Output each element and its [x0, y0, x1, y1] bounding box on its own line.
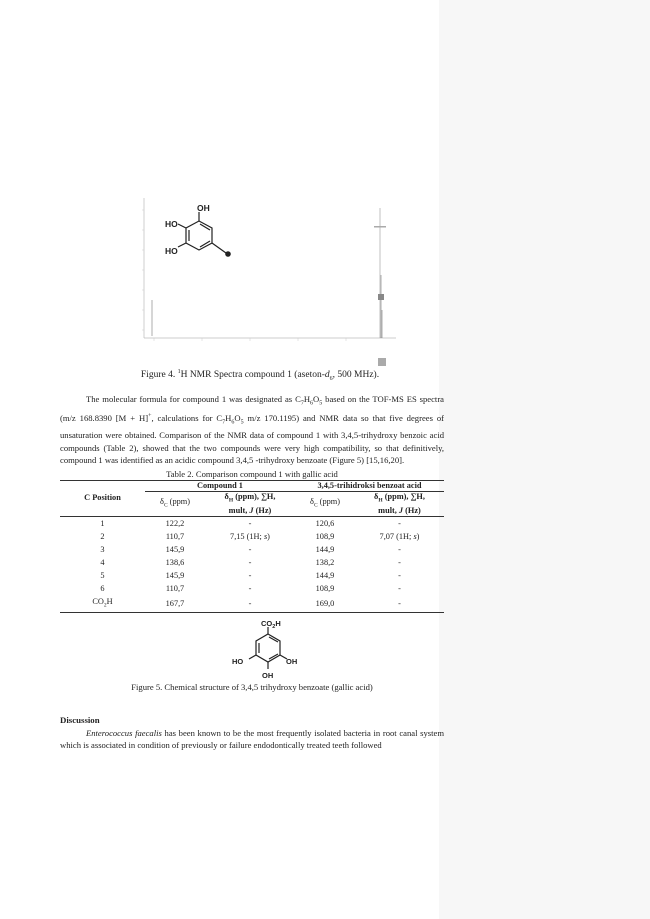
label-co2h: $CO_2H$ — [261, 619, 281, 630]
comparison-table — [60, 480, 444, 613]
cell-pos: 4 — [100, 557, 105, 567]
gallic-acid-structure — [228, 618, 308, 688]
th-gallic: 3,4,5-trihidroksi benzoat acid — [295, 481, 444, 492]
nmr-integration-labels — [378, 358, 386, 366]
cell-g-dc: 108,9 — [315, 583, 335, 593]
cell-c1-dh: - — [248, 518, 252, 528]
th-dc-compound1: $\delta_C$ (ppm) — [145, 492, 205, 517]
cell-g-dc: 169,0 — [295, 595, 355, 613]
cell-g-dc: 144,9 — [315, 570, 335, 580]
cell-pos: 2 — [100, 531, 105, 541]
discussion-heading: Discussion — [60, 715, 100, 725]
cell-g-dc: 120,6 — [315, 518, 335, 528]
cell-g-dc: 138,2 — [315, 557, 335, 567]
label-oh-bottom: OH — [262, 671, 274, 680]
cell-c1-dc: 122,2 — [165, 518, 185, 528]
cell-g-dh: - — [398, 570, 401, 580]
cell-g-dh: - — [398, 583, 401, 593]
cell-g-dh: 7,07 (1H; s) — [379, 531, 420, 541]
cell-g-dh: - — [398, 544, 401, 554]
cell-c1-dc: 110,7 — [165, 583, 185, 593]
cell-pos: 6 — [100, 583, 105, 593]
table-row — [60, 569, 444, 582]
cell-g-dh: - — [398, 518, 401, 528]
cell-g-dh: - — [398, 557, 401, 567]
cell-pos: 5 — [100, 570, 105, 580]
cell-c1-dc: 145,9 — [165, 544, 185, 554]
label-oh-right: OH — [286, 657, 298, 666]
cell-c1-dc: 138,6 — [165, 557, 185, 567]
table2-caption: Table 2. Comparison compound 1 with gallic acid — [166, 469, 338, 479]
table-row — [60, 530, 444, 543]
cell-c1-dh: - — [248, 583, 252, 593]
nmr-x-ticks — [154, 338, 346, 341]
highlight-proton-dot — [225, 251, 231, 257]
cell-g-dh: - — [355, 595, 444, 613]
results-paragraph: The molecular formula for compound 1 was designated as $C_7H_6O_5$ based on the TOF-MS ES spectra (m/z 168.8390 [M + H]+, calculations for $C_7H_6O_5$ m/z 170.1195) and NMR data so that five degrees of unsaturation were obtained. Comparison of the NMR data of compound 1 with 3,4,5-trihydroxy benzoic acid compounds (Table 2), showed that the two compounds were very high compatibility, so that definitively, compound 1 was identified as an acidic compound 3,4,5 -trihydroxy benzoate (Figure 5) [15,16,20]. — [60, 394, 444, 465]
th-dh-gallic: $\delta_H$ (ppm), ∑H, mult, J (Hz) — [355, 492, 444, 517]
cell-pos: 3 — [100, 544, 105, 554]
cell-g-dc: 144,9 — [315, 544, 335, 554]
table-row — [60, 582, 444, 595]
table-row — [60, 556, 444, 569]
nmr-label-top — [374, 226, 386, 228]
cell-c1-dh: - — [248, 544, 252, 554]
nmr-spectrum-figure — [134, 190, 402, 370]
benzene-ring — [256, 634, 280, 662]
cell-c1-dh: - — [248, 570, 252, 580]
table-row — [60, 516, 444, 530]
discussion-paragraph: Enterococcus faecalis has been known to be the most frequently isolated bacteria in root canal system which is associated in condition of previously or failure endodontically treated teeth followed — [60, 728, 444, 751]
cell-c1-dh: 7,15 (1H; s) — [230, 531, 270, 541]
label-ho-left: HO — [232, 657, 244, 666]
nmr-inset-structure — [178, 212, 226, 253]
cell-c1-dc: 167,7 — [145, 595, 205, 613]
th-c-position: C Position — [60, 481, 145, 517]
struct-label-ho-bottom: HO — [165, 246, 178, 256]
cell-c1-dh: - — [248, 557, 252, 567]
th-dh-compound1: $\delta_H$ (ppm), ∑H, mult, J (Hz) — [205, 492, 295, 517]
figure5-caption: Figure 5. Chemical structure of 3,4,5 trihydroxy benzoate (gallic acid) — [131, 682, 373, 692]
benzene-ring — [186, 221, 212, 250]
table-row — [60, 595, 444, 613]
table-row — [60, 543, 444, 556]
th-compound1: Compound 1 — [145, 481, 295, 492]
bond-right — [212, 243, 226, 253]
bond-ho-left — [249, 655, 256, 659]
cell-pos: 1 — [100, 518, 105, 528]
nmr-label-mid — [378, 294, 384, 300]
cell-c1-dc: 110,7 — [165, 531, 185, 541]
cell-c1-dh: - — [205, 595, 295, 613]
cell-pos: $CO_2H$ — [60, 595, 145, 613]
figure4-caption: Figure 4. $^1$H NMR Spectra compound 1 ($aseton-d_6$, 500 MHz). — [140, 369, 380, 383]
struct-label-ho-mid: HO — [165, 219, 178, 229]
cell-g-dc: 108,9 — [315, 531, 335, 541]
bond-left-lower — [178, 243, 186, 247]
struct-label-oh-top: OH — [197, 203, 210, 213]
cell-c1-dc: 145,9 — [165, 570, 185, 580]
bond-left-upper — [178, 224, 186, 228]
th-dc-gallic: $\delta_C$ (ppm) — [295, 492, 355, 517]
